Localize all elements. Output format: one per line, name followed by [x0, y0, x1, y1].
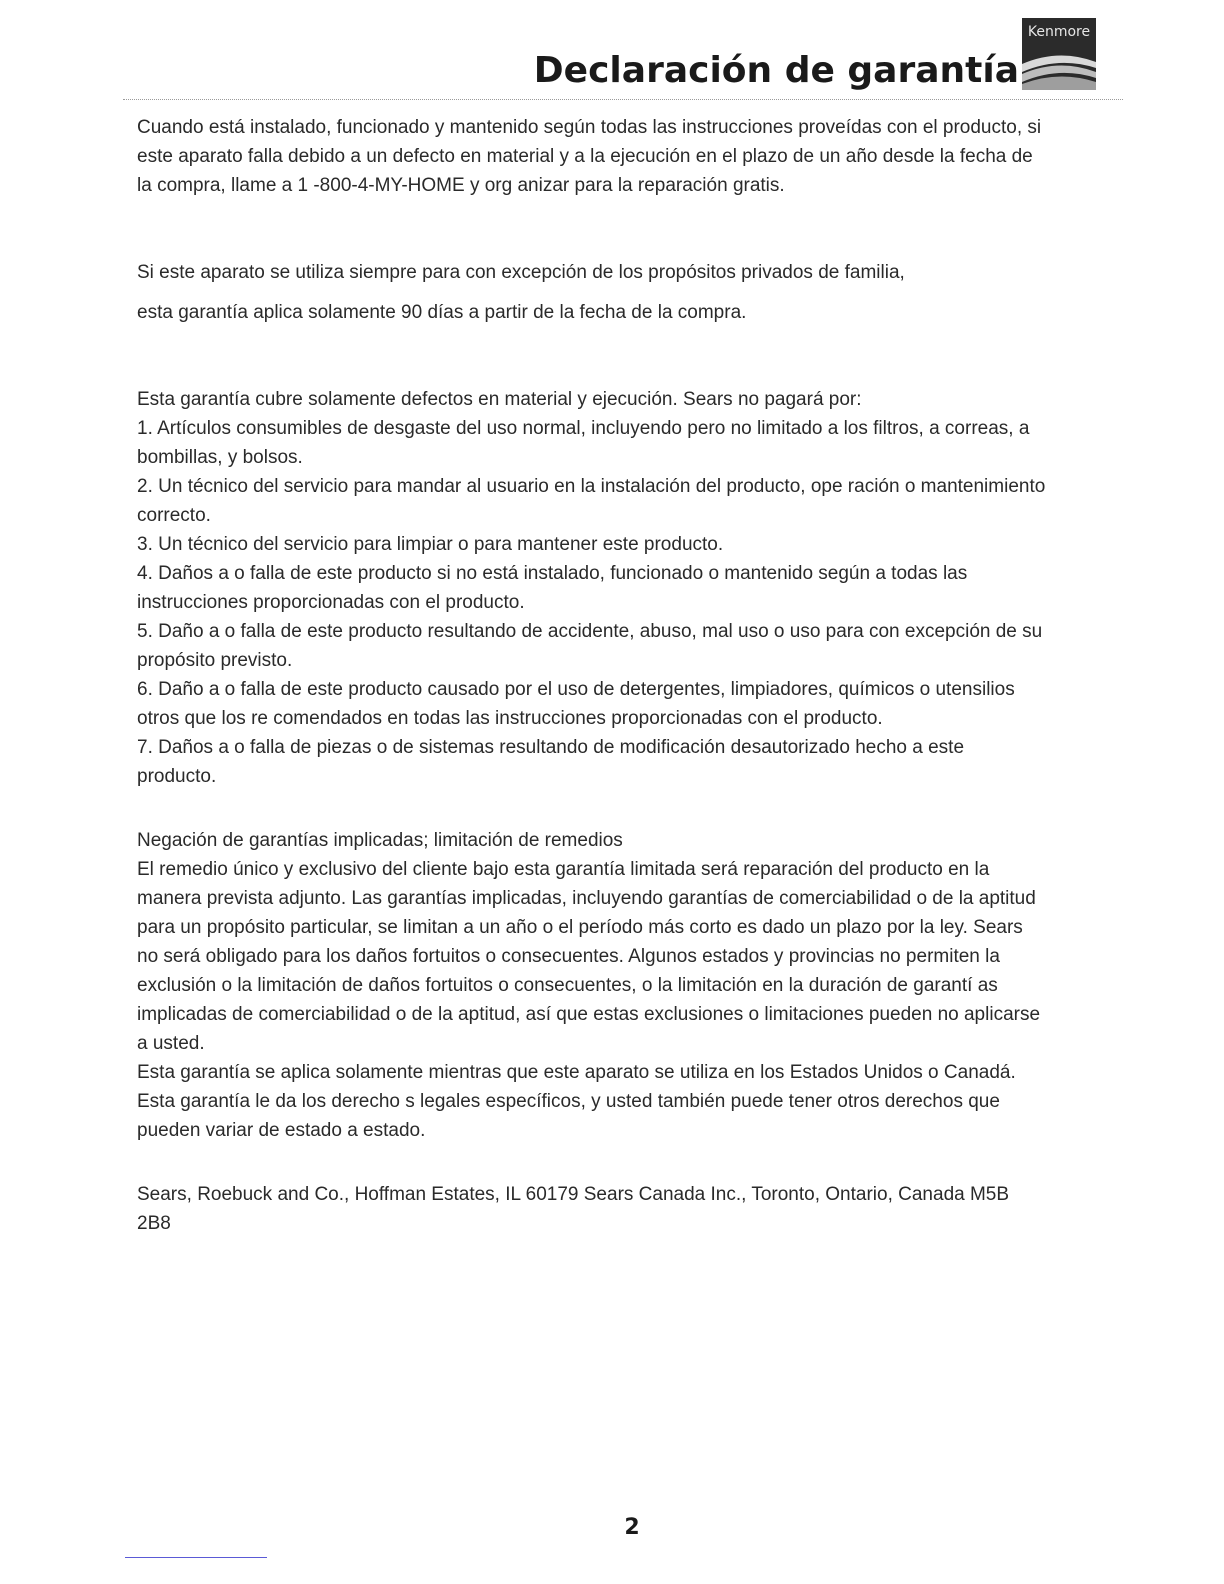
header-divider [123, 99, 1123, 100]
territory-paragraph: Esta garantía se aplica solamente mientras que este aparato se utiliza en los Estados Unidos o Canadá. Esta garantía le da los derecho s legales específicos, y usted también puede tener otros derechos que pueden variar de estado a estado. [137, 1062, 1016, 1141]
list-item: 7. Daños a o falla de piezas o de sistemas resultando de modificación desautorizado hecho a este producto. [137, 737, 965, 787]
kenmore-logo [1022, 18, 1096, 90]
disclaimer-body: El remedio único y exclusivo del cliente bajo esta garantía limitada será reparación del producto en la manera prevista adjunto. Las garantías implicadas, incluyendo garantías de comerciabilidad o de la aptitud para un propósito particular, se limitan a un año o el período más corto es dado un plazo por la ley. Sears no será obligado para los daños fortuitos o consecuentes. Algunos estados y provincias no permiten la exclusión o la limitación de daños fortuitos o consecuentes, o la limitación en la duración de garantí as implicadas de comerciabilidad o de la aptitud, así que estas exclusiones o limitaciones pueden no aplicarse a usted. [137, 859, 1041, 1054]
list-item: 1. Artículos consumibles de desgaste del uso normal, incluyendo pero no limitado a los filtros, a correas, a bombillas, y bolsos. [137, 418, 1030, 468]
coverage-lead: Esta garantía cubre solamente defectos en material y ejecución. Sears no pagará por: [137, 389, 862, 410]
list-item: 6. Daño a o falla de este producto causado por el uso de detergentes, limpiadores, químicos o utensilios otros que los re comendados en todas las instrucciones proporcionadas con el producto. [137, 679, 1015, 729]
disclaimer-heading: Negación de garantías implicadas; limitación de remedios [137, 830, 623, 851]
logo-wordmark: Kenmore [1027, 24, 1091, 40]
commercial-use-line-1: Si este aparato se utiliza siempre para con excepción de los propósitos privados de familia, [137, 262, 905, 283]
logo-swoosh-icon [1022, 44, 1096, 90]
sears-address: Sears, Roebuck and Co., Hoffman Estates, IL 60179 Sears Canada Inc., Toronto, Ontario, Canada M5B 2B8 [137, 1184, 1010, 1234]
list-item: 4. Daños a o falla de este producto si no está instalado, funcionado o mantenido según a todas las instrucciones proporcionadas con el producto. [137, 563, 968, 613]
commercial-use-line-2: esta garantía aplica solamente 90 días a partir de la fecha de la compra. [137, 302, 747, 323]
list-item: 2. Un técnico del servicio para mandar al usuario en la instalación del producto, ope ración o mantenimiento correcto. [137, 476, 1046, 526]
warranty-body [137, 113, 1047, 1238]
page-number: 2 [624, 1515, 640, 1540]
page-title: Declaración de garantía [533, 50, 1019, 91]
intro-paragraph: Cuando está instalado, funcionado y mantenido según todas las instrucciones proveídas con el producto, si este aparato falla debido a un defecto en material y a la ejecución en el plazo de un año desde la fecha de la compra, llame a 1 -800-4-MY-HOME y org anizar para la reparación gratis. [137, 117, 1042, 196]
list-item: 5. Daño a o falla de este producto resultando de accidente, abuso, mal uso o uso para con excepción de su propósito previsto. [137, 621, 1043, 671]
exclusions-list [137, 414, 1047, 791]
list-item: 3. Un técnico del servicio para limpiar o para mantener este producto. [137, 534, 724, 555]
footer-divider [125, 1557, 267, 1558]
